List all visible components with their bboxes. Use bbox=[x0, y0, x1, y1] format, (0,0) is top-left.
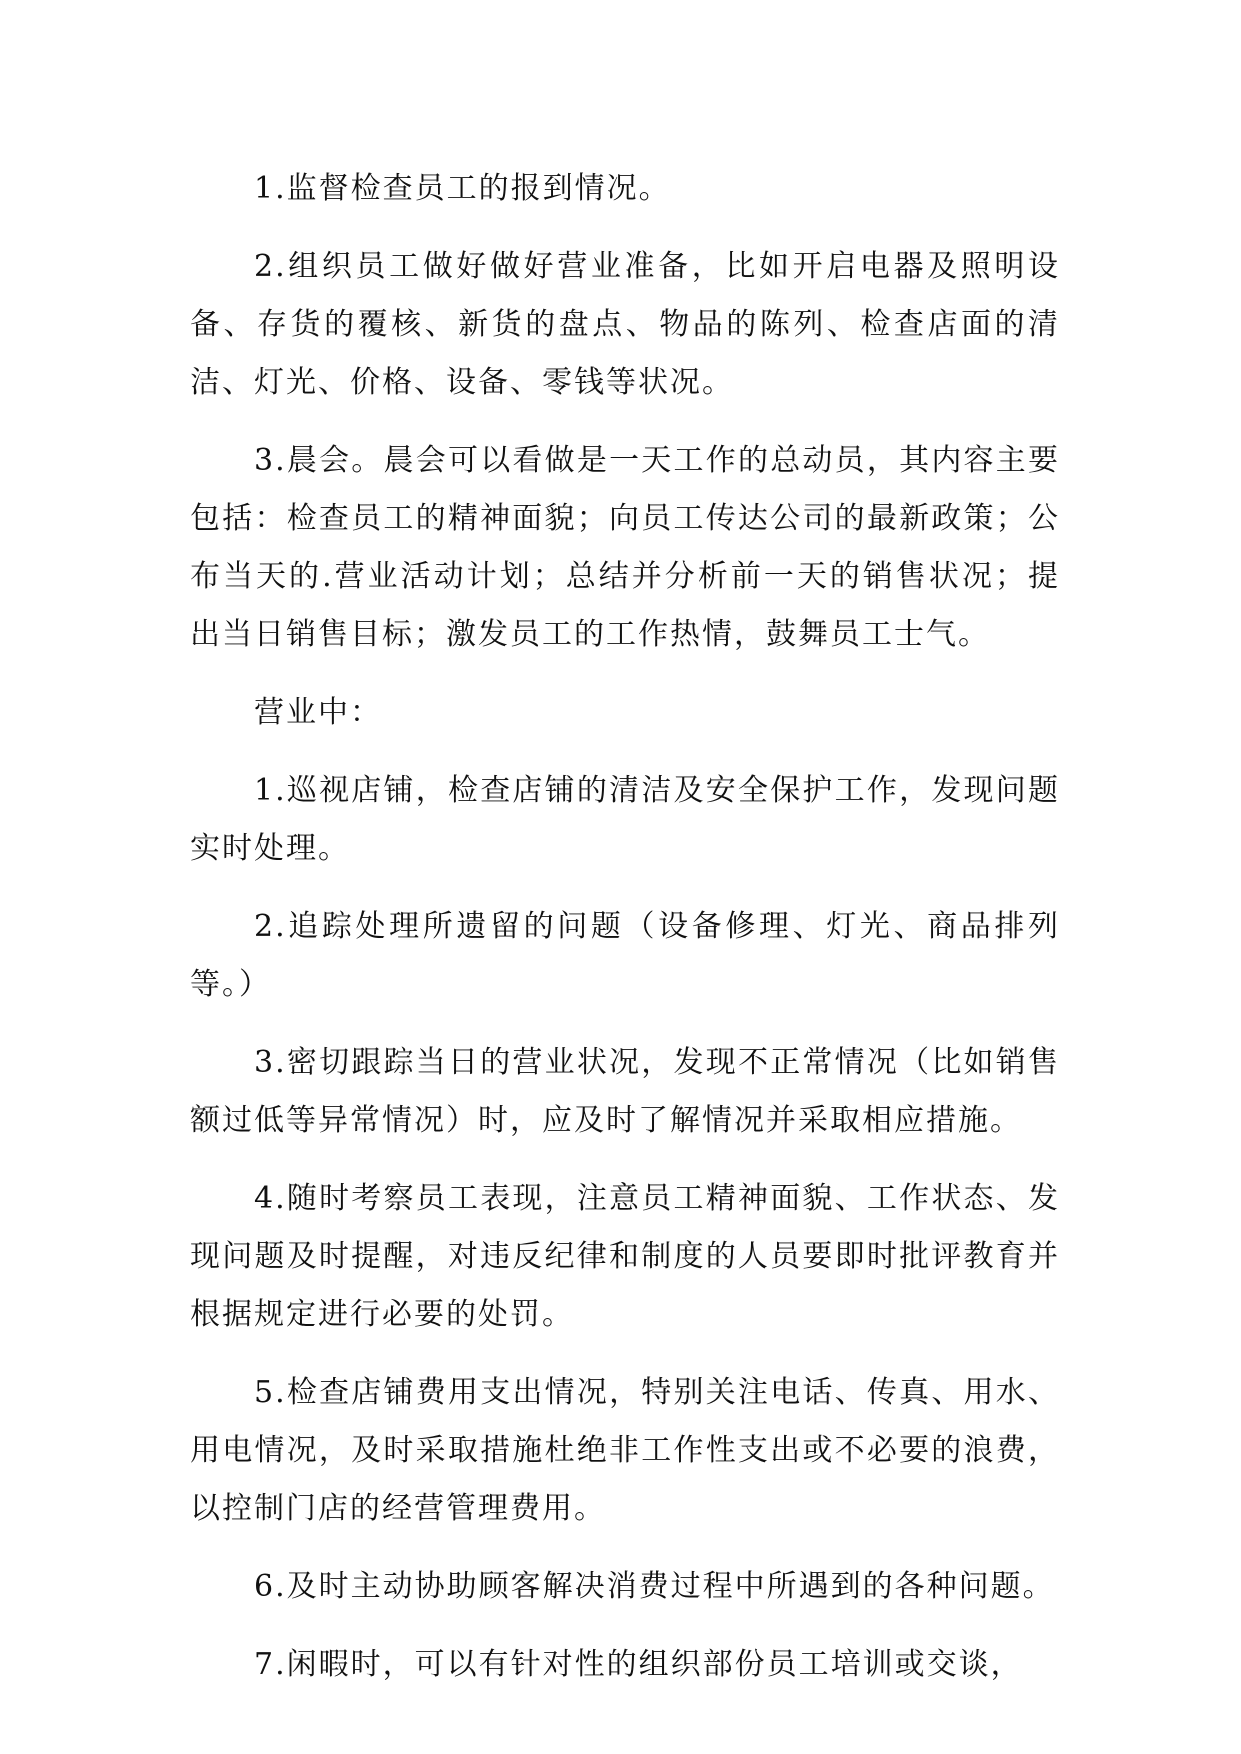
document-body bbox=[190, 160, 1060, 1714]
paragraph-10: 6.及时主动协助顾客解决消费过程中所遇到的各种问题。 bbox=[254, 1569, 1055, 1604]
paragraph-9: 5.检查店铺费用支出情况，特别关注电话、传真、用水、用电情况，及时采取措施杜绝非工作性支出或不必要的浪费，以控制门店的经营管理费用。 bbox=[190, 1375, 1060, 1526]
paragraph-7: 3.密切跟踪当日的营业状况，发现不正常情况（比如销售额过低等异常情况）时，应及时了解情况并采取相应措施。 bbox=[190, 1045, 1060, 1138]
paragraph-2: 2.组织员工做好做好营业准备，比如开启电器及照明设备、存货的覆核、新货的盘点、物品的陈列、检查店面的清洁、灯光、价格、设备、零钱等状况。 bbox=[190, 249, 1060, 400]
paragraph-8: 4.随时考察员工表现，注意员工精神面貌、工作状态、发现问题及时提醒，对违反纪律和制度的人员要即时批评教育并根据规定进行必要的处罚。 bbox=[190, 1181, 1060, 1332]
paragraph-11: 7.闲暇时，可以有针对性的组织部份员工培训或交谈， bbox=[254, 1647, 1023, 1682]
paragraph-5: 1.巡视店铺，检查店铺的清洁及安全保护工作，发现问题实时处理。 bbox=[190, 773, 1060, 866]
paragraph-6: 2.追踪处理所遗留的问题（设备修理、灯光、商品排列等。） bbox=[190, 909, 1060, 1002]
section-heading-during-business: 营业中： bbox=[254, 695, 382, 730]
paragraph-1: 1.监督检查员工的报到情况。 bbox=[254, 171, 671, 206]
paragraph-3: 3.晨会。晨会可以看做是一天工作的总动员，其内容主要包括：检查员工的精神面貌；向员工传达公司的最新政策；公布当天的.营业活动计划；总结并分析前一天的销售状况；提出当日销售目标；激发员工的工作热情，鼓舞员工士气。 bbox=[190, 443, 1060, 652]
